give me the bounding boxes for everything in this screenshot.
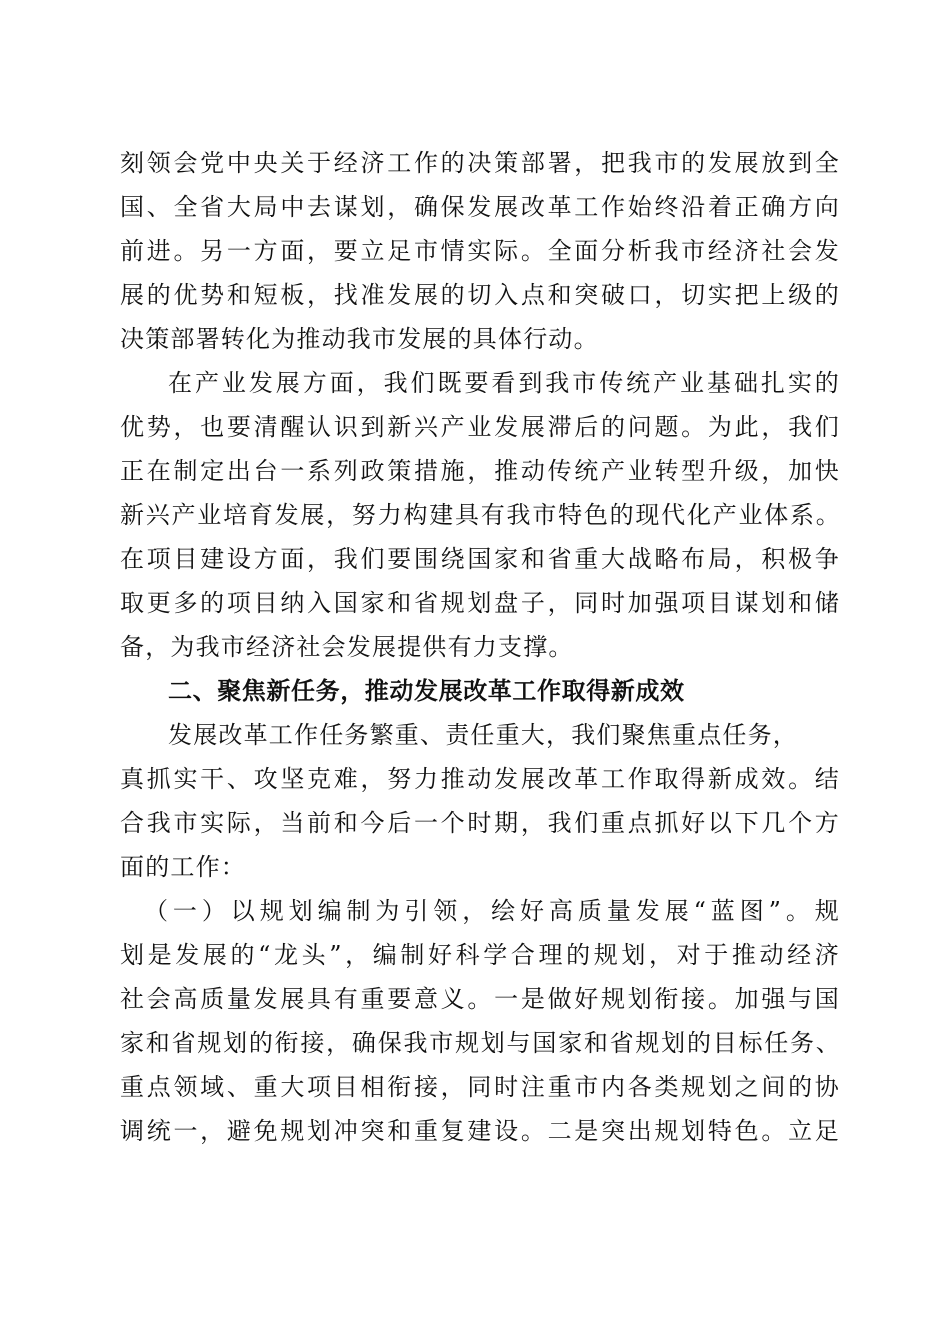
text-line: 正在制定出台一系列政策措施，推动传统产业转型升级，加快 <box>120 457 840 485</box>
paragraph-first-line: 发展改革工作任务繁重、责任重大，我们聚焦重点任务， <box>168 721 798 749</box>
text-line: 新兴产业培育发展，努力构建具有我市特色的现代化产业体系。 <box>120 501 840 529</box>
text-line: 合我市实际，当前和今后一个时期，我们重点抓好以下几个方 <box>120 809 840 837</box>
text-line: 优势，也要清醒认识到新兴产业发展滞后的问题。为此，我们 <box>120 413 840 441</box>
text-line: 重点领域、重大项目相衔接，同时注重市内各类规划之间的协 <box>120 1073 840 1101</box>
text-line: 前进。另一方面，要立足市情实际。全面分析我市经济社会发 <box>120 237 840 265</box>
text-line: 备，为我市经济社会发展提供有力支撑。 <box>120 633 574 661</box>
text-line: 决策部署转化为推动我市发展的具体行动。 <box>120 325 599 353</box>
text-line: 划是发展的“龙头”，编制好科学合理的规划，对于推动经济 <box>120 941 840 969</box>
text-line: 社会高质量发展具有重要意义。一是做好规划衔接。加强与国 <box>120 985 840 1013</box>
text-line: 家和省规划的衔接，确保我市规划与国家和省规划的目标任务、 <box>120 1029 840 1057</box>
text-line: 真抓实干、攻坚克难，努力推动发展改革工作取得新成效。结 <box>120 765 840 793</box>
text-line: 调统一，避免规划冲突和重复建设。二是突出规划特色。立足 <box>120 1117 840 1145</box>
text-line: 国、全省大局中去谋划，确保发展改革工作始终沿着正确方向 <box>120 193 840 221</box>
text-line: 展的优势和短板，找准发展的切入点和突破口，切实把上级的 <box>120 281 840 309</box>
text-line: 刻领会党中央关于经济工作的决策部署，把我市的发展放到全 <box>120 149 840 177</box>
text-line: 面的工作： <box>120 853 246 881</box>
text-line: 在项目建设方面，我们要围绕国家和省重大战略布局，积极争 <box>120 545 840 573</box>
paragraph-first-line: 在产业发展方面，我们既要看到我市传统产业基础扎实的 <box>168 369 840 397</box>
section-heading: 二、聚焦新任务，推动发展改革工作取得新成效 <box>168 677 685 705</box>
text-line: 取更多的项目纳入国家和省规划盘子，同时加强项目谋划和储 <box>120 589 840 617</box>
subsection-first-line: （一）以规划编制为引领，绘好高质量发展“蓝图”。规 <box>144 897 840 925</box>
